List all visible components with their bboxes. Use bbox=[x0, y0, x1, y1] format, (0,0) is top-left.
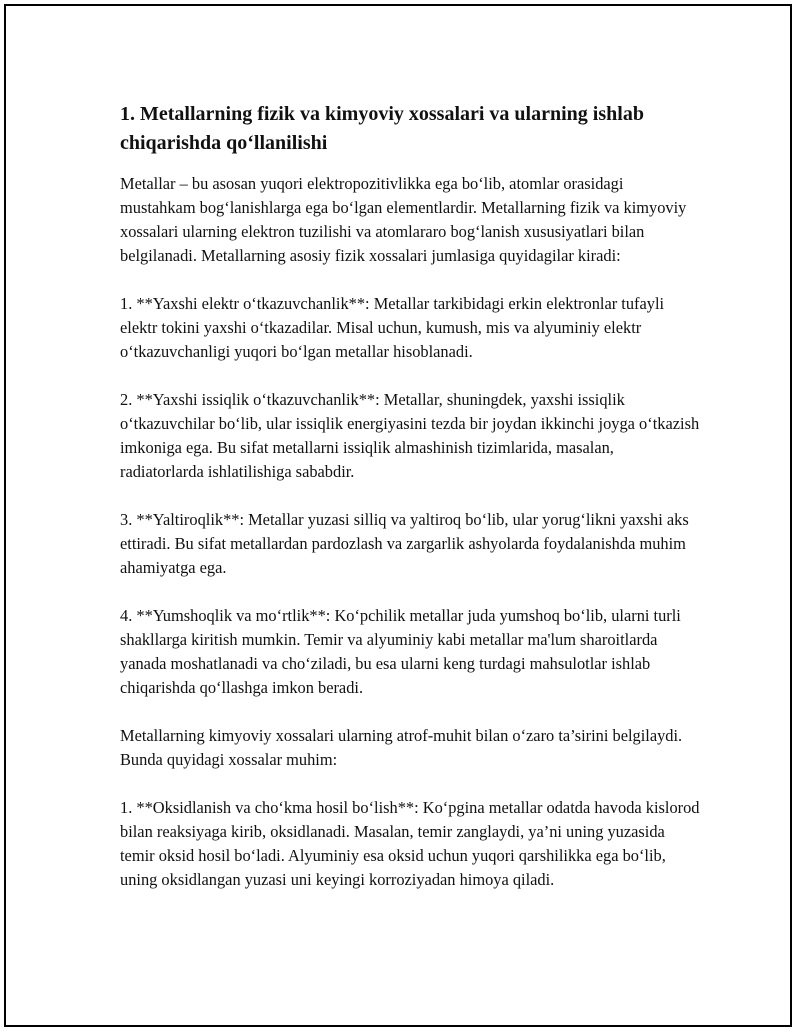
paragraph-intro: Metallar – bu asosan yuqori elektropozitivlikka ega bo‘lib, atomlar orasidagi mustahkam bog‘lanishlarga ega bo‘lgan elementlardir. Metallarning fizik va kimyoviy xossalari ularning elektron tuzilishi va atomlararo bog‘lanish xususiyatlari bilan belgilanadi. Metallarning asosiy fizik xossalari jumlasiga quyidagilar kiradi: bbox=[120, 174, 687, 265]
paragraph-chemical-intro: Metallarning kimyoviy xossalari ularning atrof-muhit bilan o‘zaro ta’sirini belgilaydi. Bunda quyidagi xossalar muhim: bbox=[120, 726, 683, 769]
paragraph-oxidation: 1. **Oksidlanish va cho‘kma hosil bo‘lish**: Ko‘pgina metallar odatda havoda kislorod bilan reaksiyaga kirib, oksidlanadi. Masalan, temir zanglaydi, ya’ni uning yuzasida temir oksid hosil bo‘ladi. Alyuminiy esa oksid uchun yuqori qarshilikka ega bo‘lib, uning oksidlangan yuzasi uni keyingi korroziyadan himoya qiladi. bbox=[120, 798, 700, 889]
paragraph-malleability: 4. **Yumshoqlik va mo‘rtlik**: Ko‘pchilik metallar juda yumshoq bo‘lib, ularni turli shakllarga kiritish mumkin. Temir va alyuminiy kabi metallar ma'lum sharoitlarda yanada moshatlanadi va cho‘ziladi, bu esa ularni keng turdagi mahsulotlar ishlab chiqarishda qo‘llashga imkon beradi. bbox=[120, 606, 681, 697]
document-page bbox=[4, 4, 792, 1027]
document-body bbox=[120, 100, 700, 916]
section-heading: 1. Metallarning fizik va kimyoviy xossalari va ularning ishlab chiqarishda qo‘llanilishi bbox=[120, 103, 644, 154]
paragraph-luster: 3. **Yaltiroqlik**: Metallar yuzasi silliq va yaltiroq bo‘lib, ular yorug‘likni yaxshi aks ettiradi. Bu sifat metallardan pardozlash va zargarlik ashyolarda foydalanishda muhim ahamiyatga ega. bbox=[120, 510, 689, 577]
paragraph-electrical-conductivity: 1. **Yaxshi elektr o‘tkazuvchanlik**: Metallar tarkibidagi erkin elektronlar tufayli elektr tokini yaxshi o‘tkazadilar. Misal uchun, kumush, mis va alyuminiy elektr o‘tkazuvchanligi yuqori bo‘lgan metallar hisoblanadi. bbox=[120, 294, 665, 361]
paragraph-thermal-conductivity: 2. **Yaxshi issiqlik o‘tkazuvchanlik**: Metallar, shuningdek, yaxshi issiqlik o‘tkazuvchilar bo‘lib, ular issiqlik energiyasini tezda bir joydan ikkinchi joyga o‘tkazish imkoniga ega. Bu sifat metallarni issiqlik almashinish tizimlarida, masalan, radiatorlarda ishlatilishiga sababdir. bbox=[120, 390, 700, 481]
